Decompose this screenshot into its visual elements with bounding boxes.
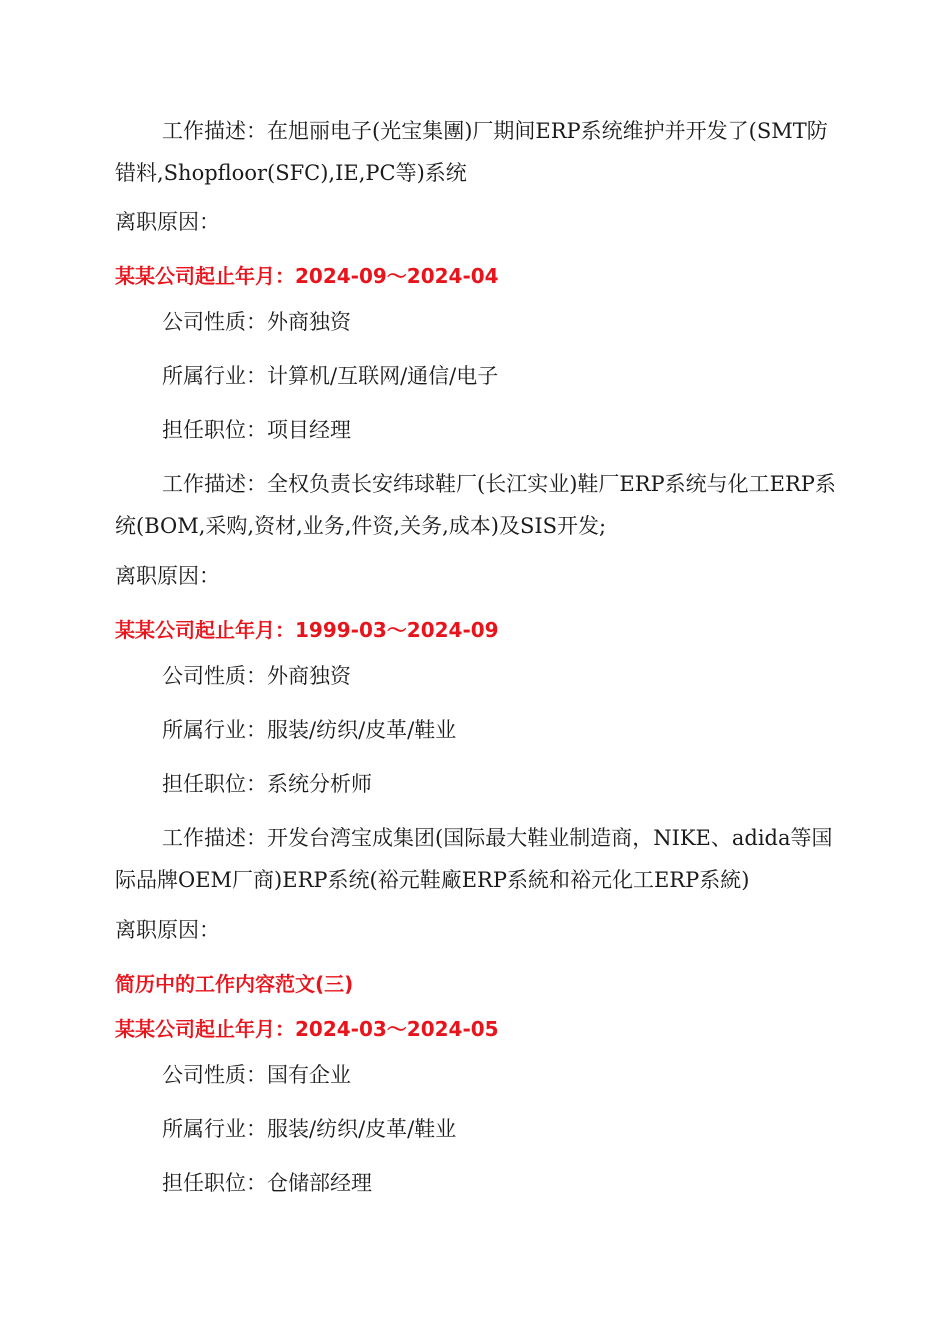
job-position: 担任职位：项目经理 xyxy=(162,418,351,442)
job-position: 担任职位：仓储部经理 xyxy=(162,1171,372,1195)
job-position: 担任职位：系统分析师 xyxy=(162,772,372,796)
company-period-heading: 某某公司起止年月：2024-09～2024-04 xyxy=(115,264,499,288)
job-description: 工作描述：全权负责长安纬球鞋厂(长江实业)鞋厂ERP系统与化工ERP系统(BOM,采购,资材,业务,件资,关务,成本)及SIS开发; xyxy=(115,472,836,538)
company-nature: 公司性质：国有企业 xyxy=(162,1063,351,1087)
company-industry: 所属行业：服装/纺织/皮革/鞋业 xyxy=(162,718,457,742)
job-description: 工作描述：在旭丽电子(光宝集團)厂期间ERP系统维护并开发了(SMT防错料,Shopfloor(SFC),IE,PC等)系统 xyxy=(115,119,828,185)
section-heading: 简历中的工作内容范文(三) xyxy=(115,972,354,996)
company-period-heading: 某某公司起止年月：1999-03～2024-09 xyxy=(115,618,499,642)
company-nature: 公司性质：外商独资 xyxy=(162,310,351,334)
job-description: 工作描述：开发台湾宝成集团(国际最大鞋业制造商，NIKE、adida等国际品牌OEM厂商)ERP系统(裕元鞋廠ERP系統和裕元化工ERP系統) xyxy=(115,826,833,892)
leave-reason-label: 离职原因： xyxy=(115,918,220,942)
company-period-heading: 某某公司起止年月：2024-03～2024-05 xyxy=(115,1017,499,1041)
leave-reason-label: 离职原因： xyxy=(115,210,220,234)
leave-reason-label: 离职原因： xyxy=(115,564,220,588)
company-nature: 公司性质：外商独资 xyxy=(162,664,351,688)
company-industry: 所属行业：计算机/互联网/通信/电子 xyxy=(162,364,499,388)
company-industry: 所属行业：服装/纺织/皮革/鞋业 xyxy=(162,1117,457,1141)
